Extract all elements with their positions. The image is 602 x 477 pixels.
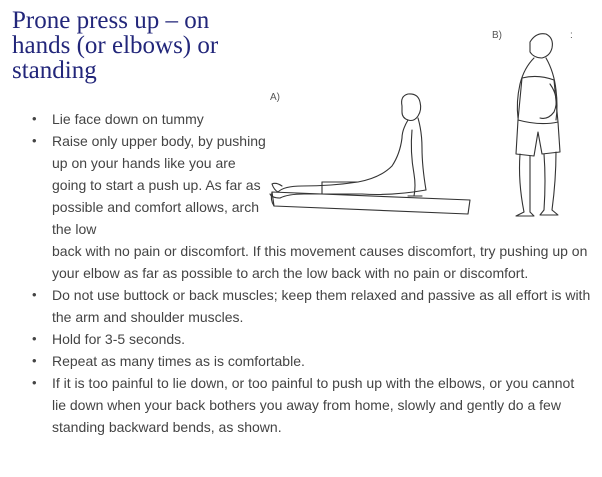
figure-a-label: A)	[270, 92, 280, 103]
step-no-buttock-muscles: Do not use buttock or back muscles; keep them relaxed and passive as all effort is with the arm and shoulder muscles.	[52, 287, 591, 325]
step-raise-upper-body: • Raise only upper body, by pushing up on your hands like you are going to start a push up. As far as possible and comfort allows, arch the low	[52, 133, 266, 237]
step-standing-alternative: If it is too painful to lie down, or too painful to push up with the elbows, or you cannot lie down when your back bothers you away from home, slowly and gently do a few standing backward bends, as shown.	[52, 375, 575, 435]
list-item	[20, 108, 592, 130]
list-item	[20, 284, 592, 328]
step-hold: Hold for 3-5 seconds.	[52, 331, 186, 347]
step-raise-upper-body-continued: back with no pain or discomfort. If this movement causes discomfort, try pushing up on your elbow as far as possible to arch the low back with no pain or discomfort.	[52, 243, 588, 281]
list-item	[20, 328, 592, 350]
step-lie-face-down: Lie face down on tummy	[52, 111, 204, 127]
figure-b-label: B)	[492, 30, 502, 41]
list-item	[20, 350, 592, 372]
step-repeat: Repeat as many times as is comfortable.	[52, 353, 305, 369]
instruction-list	[20, 108, 592, 438]
figure-c-label: :	[570, 30, 573, 41]
list-item	[20, 130, 592, 284]
page-title: Prone press up – on hands (or elbows) or standing	[12, 7, 219, 84]
list-item	[20, 372, 592, 438]
